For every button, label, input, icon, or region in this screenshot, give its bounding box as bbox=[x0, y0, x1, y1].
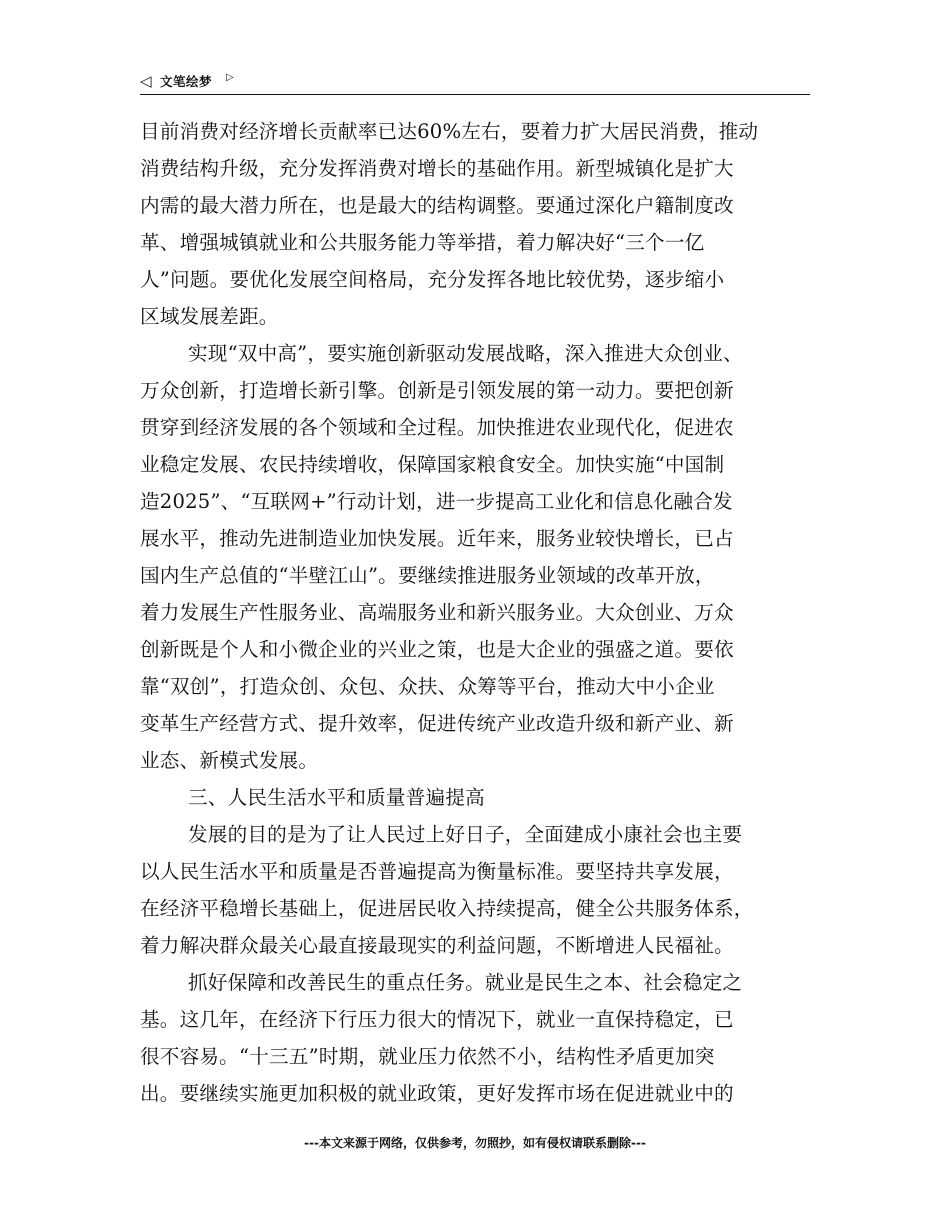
text-line: 基。这几年，在经济下行压力很大的情况下，就业一直保持稳定，已 bbox=[140, 1008, 734, 1031]
text-line: 万众创新，打造增长新引擎。创新是引领发展的第一动力。要把创新 bbox=[140, 379, 734, 402]
text-line: 创新既是个人和小微企业的兴业之策，也是大企业的强盛之道。要依 bbox=[140, 638, 734, 661]
right-triangle-icon: ▷ bbox=[226, 72, 234, 83]
text-line: 抓好保障和改善民生的重点任务。就业是民生之本、社会稳定之 bbox=[188, 971, 743, 994]
text-line: 出。要继续实施更加积极的就业政策，更好发挥市场在促进就业中的 bbox=[140, 1082, 734, 1105]
text-line: 实现“双中高”，要实施创新驱动发展战略，深入推进大众创业、 bbox=[188, 342, 743, 365]
section-heading: 三、人民生活水平和质量普遍提高 bbox=[188, 786, 485, 809]
text-line: 人”问题。要优化发展空间格局，充分发挥各地比较优势，逐步缩小 bbox=[140, 268, 725, 291]
text-line: 发展的目的是为了让人民过上好日子，全面建成小康社会也主要 bbox=[188, 823, 743, 846]
text-line: 着力解决群众最关心最直接最现实的利益问题，不断增进人民福祉。 bbox=[140, 934, 734, 957]
text-line: 消费结构升级，充分发挥消费对增长的基础作用。新型城镇化是扩大 bbox=[140, 157, 734, 180]
text-line: 贯穿到经济发展的各个领域和全过程。加快推进农业现代化，促进农 bbox=[140, 416, 734, 439]
text-line: 造2025”、“互联网+”行动计划，进一步提高工业化和信息化融合发 bbox=[140, 490, 733, 513]
text-line: 以人民生活水平和质量是否普遍提高为衡量标准。要坚持共享发展， bbox=[140, 860, 734, 883]
left-triangle-icon: ◁ bbox=[140, 72, 152, 90]
text-line: 内需的最大潜力所在，也是最大的结构调整。要通过深化户籍制度改 bbox=[140, 194, 734, 217]
text-line: 在经济平稳增长基础上，促进居民收入持续提高，健全公共服务体系， bbox=[140, 897, 754, 920]
page-footer: ---本文来源于网络，仅供参考，勿照抄，如有侵权请联系删除--- bbox=[304, 1136, 646, 1150]
text-line: 国内生产总值的“半壁江山”。要继续推进服务业领域的改革开放， bbox=[140, 564, 715, 587]
text-line: 着力发展生产性服务业、高端服务业和新兴服务业。大众创业、万众 bbox=[140, 601, 734, 624]
text-line: 展水平，推动先进制造业加快发展。近年来，服务业较快增长，已占 bbox=[140, 527, 734, 550]
document-body bbox=[140, 113, 812, 1112]
text-line: 变革生产经营方式、提升效率，促进传统产业改造升级和新产业、新 bbox=[140, 712, 734, 735]
text-line: 目前消费对经济增长贡献率已达60%左右，要着力扩大居民消费，推动 bbox=[140, 120, 759, 143]
text-line: 区域发展差距。 bbox=[140, 305, 279, 328]
text-line: 靠“双创”，打造众创、众包、众扶、众筹等平台，推动大中小企业 bbox=[140, 675, 715, 698]
text-line: 业态、新模式发展。 bbox=[140, 749, 319, 772]
text-line: 业稳定发展、农民持续增收，保障国家粮食安全。加快实施“中国制 bbox=[140, 453, 725, 476]
text-line: 革、增强城镇就业和公共服务能力等举措，着力解决好“三个一亿 bbox=[140, 231, 705, 254]
page-header bbox=[140, 72, 810, 95]
header-brand: 文笔绘梦 bbox=[160, 74, 213, 89]
text-line: 很不容易。“十三五”时期，就业压力依然不小，结构性矛盾更加突 bbox=[140, 1045, 715, 1068]
